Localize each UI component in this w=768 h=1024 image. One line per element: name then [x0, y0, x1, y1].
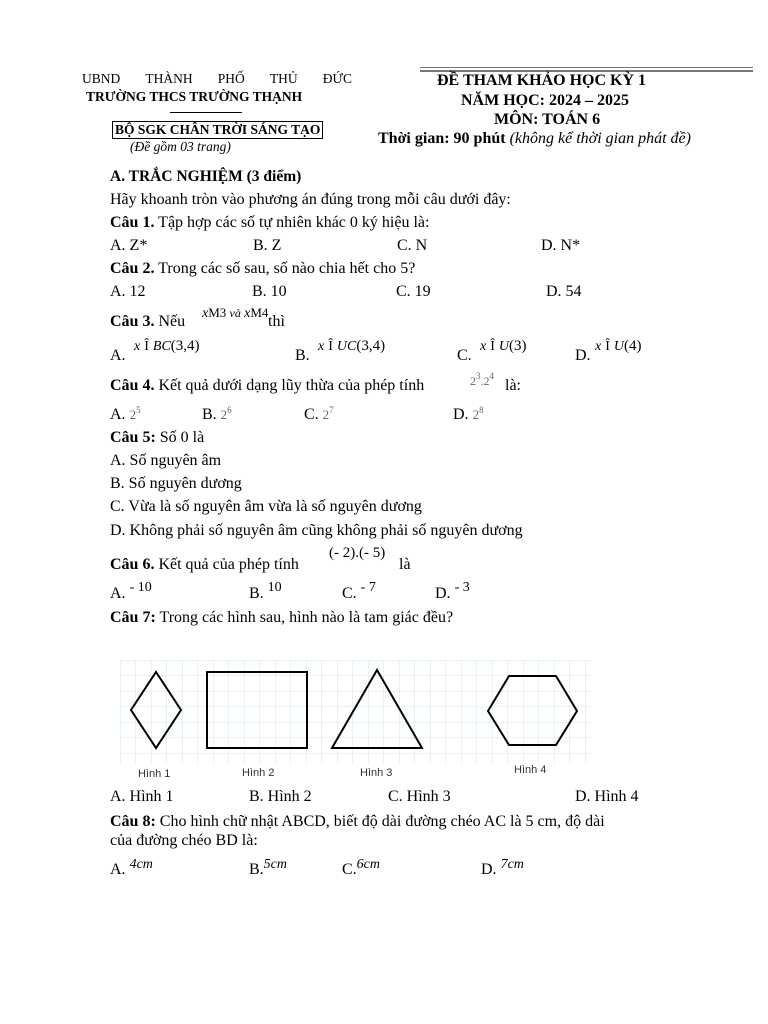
- q3-option-a-letter[interactable]: A.: [110, 347, 126, 364]
- math-base: 2: [470, 374, 476, 388]
- q7-option-a[interactable]: A. Hình 1: [110, 788, 174, 805]
- math-divisible: M3: [208, 305, 227, 320]
- q6-expression: (- 2).(- 5): [329, 545, 386, 561]
- question-text: Kết quả của phép tính: [158, 556, 299, 573]
- q1-option-c[interactable]: C. N: [397, 237, 428, 254]
- q3-option-b-expr[interactable]: [318, 337, 385, 355]
- math-element-of: Î: [328, 339, 333, 354]
- time-note: (không kể thời gian phát đề): [509, 130, 691, 147]
- exam-title: ĐỀ THAM KHẢO HỌC KỲ 1: [437, 72, 647, 89]
- math-exponent: 7: [329, 405, 334, 415]
- math-base: 2: [472, 407, 480, 422]
- question-5: [110, 429, 204, 447]
- time-line: [378, 130, 691, 148]
- question-text: Cho hình chữ nhật ABCD, biết độ dài đường chéo AC là 5 cm, độ dài: [159, 813, 605, 830]
- option-value: 5cm: [263, 857, 287, 872]
- q7-option-b[interactable]: B. Hình 2: [249, 788, 312, 805]
- math-set: U: [498, 339, 510, 354]
- q5-option-d[interactable]: D. Không phải số nguyên âm cũng không phải số nguyên dương: [110, 522, 523, 539]
- math-var: x: [202, 306, 209, 321]
- math-exponent: 8: [479, 405, 484, 415]
- q4-expression: [470, 371, 494, 389]
- q5-option-c[interactable]: C. Vừa là số nguyên âm vừa là số nguyên dương: [110, 498, 422, 515]
- question-7: [110, 609, 453, 627]
- question-text: Trong các hình sau, hình nào là tam giác đều?: [159, 609, 454, 626]
- question-label: Câu 3.: [110, 313, 155, 330]
- q6-option-a[interactable]: [110, 580, 152, 603]
- question-8-line2: của đường chéo BD là:: [110, 832, 258, 849]
- q2-option-c[interactable]: C. 19: [396, 283, 431, 300]
- math-element-of: Î: [490, 339, 495, 354]
- q2-option-a[interactable]: A. 12: [110, 283, 146, 300]
- option-value: 7cm: [500, 857, 524, 872]
- authority-line: [82, 71, 352, 87]
- math-base: 2: [129, 407, 137, 422]
- q8-option-a[interactable]: [110, 857, 153, 879]
- option-letter: D.: [435, 585, 451, 602]
- math-base: 2: [220, 407, 228, 422]
- subject: MÔN: TOÁN 6: [494, 111, 601, 128]
- option-value: - 3: [454, 580, 470, 595]
- authority-word: ĐỨC: [322, 71, 352, 86]
- math-base: 2: [322, 407, 330, 422]
- q7-option-d[interactable]: D. Hình 4: [575, 788, 639, 805]
- math-dot: .: [480, 374, 484, 388]
- school-name: TRƯỜNG THCS TRƯỜNG THẠNH: [86, 89, 303, 104]
- math-exponent: 5: [136, 405, 141, 415]
- question-label: Câu 6.: [110, 556, 155, 573]
- authority-word: UBND: [82, 71, 121, 86]
- q6-after: là: [399, 556, 411, 573]
- math-args: (3,4): [356, 338, 386, 354]
- math-divisible: M4: [250, 305, 269, 320]
- q4-option-d[interactable]: [453, 406, 484, 424]
- question-text: Kết quả dưới dạng lũy thừa của phép tính: [158, 377, 425, 394]
- question-label: Câu 2.: [110, 260, 155, 277]
- question-label: Câu 4.: [110, 377, 155, 394]
- section-a-title: A. TRẮC NGHIỆM (3 điểm): [110, 168, 302, 185]
- section-a-instruction: Hãy khoanh tròn vào phương án đúng trong mỗi câu dưới đây:: [110, 191, 511, 208]
- math-exponent: 3: [476, 371, 481, 381]
- school-underline: [170, 112, 242, 113]
- math-args: (3): [509, 338, 527, 354]
- option-letter: D.: [453, 406, 469, 423]
- question-label: Câu 5:: [110, 429, 156, 446]
- q4-option-c[interactable]: [304, 406, 334, 424]
- option-letter: C.: [304, 406, 319, 423]
- q4-option-a[interactable]: [110, 406, 141, 424]
- shapes-figure: [120, 660, 592, 782]
- option-letter: B.: [202, 406, 217, 423]
- question-text: Trong các số sau, số nào chia hết cho 5?: [158, 260, 416, 277]
- textbook-box: BỘ SGK CHÂN TRỜI SÁNG TẠO: [112, 121, 323, 139]
- q6-option-b[interactable]: [249, 580, 282, 603]
- math-set: BC: [152, 339, 171, 354]
- math-set: U: [613, 339, 625, 354]
- q6-option-d[interactable]: [435, 580, 470, 603]
- q7-option-c[interactable]: C. Hình 3: [388, 788, 451, 805]
- math-var: x: [318, 339, 325, 354]
- math-args: (4): [624, 338, 642, 354]
- question-8: [110, 813, 605, 831]
- option-letter: C.: [342, 585, 357, 602]
- q1-option-a[interactable]: A. Z*: [110, 237, 148, 254]
- q1-option-b[interactable]: B. Z: [253, 237, 282, 254]
- option-letter: A.: [110, 585, 126, 602]
- question-label: Câu 7:: [110, 609, 156, 626]
- math-set: UC: [336, 339, 357, 354]
- q2-option-d[interactable]: D. 54: [546, 283, 582, 300]
- school-year: NĂM HỌC: 2024 – 2025: [461, 92, 629, 109]
- question-4: [110, 377, 424, 395]
- page-count: (Đề gồm 03 trang): [130, 139, 231, 154]
- option-power: [473, 407, 484, 422]
- time-label: Thời gian: 90 phút: [378, 130, 506, 147]
- figure-label-3: Hình 3: [360, 767, 393, 779]
- q8-option-d[interactable]: [481, 857, 524, 879]
- math-and: và: [229, 306, 241, 320]
- q6-option-c[interactable]: [342, 580, 376, 603]
- q3-condition: [202, 305, 268, 322]
- header-rule: [420, 67, 753, 68]
- q3-option-d-letter[interactable]: D.: [575, 347, 591, 364]
- option-value: 4cm: [129, 857, 153, 872]
- option-value: - 7: [360, 580, 376, 595]
- question-text: Tập hợp các số tự nhiên khác 0 ký hiệu là:: [158, 214, 430, 231]
- math-var: x: [244, 306, 251, 321]
- question-label: Câu 1.: [110, 214, 155, 231]
- math-args: (3,4): [170, 338, 200, 354]
- math-exponent: 4: [489, 371, 494, 381]
- math-var: x: [480, 339, 487, 354]
- option-letter: B.: [249, 585, 264, 602]
- option-letter: A.: [110, 406, 126, 423]
- option-power: [130, 407, 141, 422]
- question-3: [110, 313, 185, 331]
- question-6: [110, 556, 299, 574]
- option-value: 6cm: [356, 857, 380, 872]
- option-power: [221, 407, 232, 422]
- authority-word: PHỐ: [217, 71, 245, 86]
- question-text: Nếu: [158, 313, 186, 330]
- q3-then: thì: [268, 313, 285, 330]
- q4-after: là:: [505, 377, 521, 394]
- question-label: Câu 8:: [110, 813, 156, 830]
- q5-option-b[interactable]: B. Số nguyên dương: [110, 475, 242, 492]
- option-power: [323, 407, 334, 422]
- q4-option-b[interactable]: [202, 406, 232, 424]
- question-text: Số 0 là: [159, 429, 205, 446]
- option-value: - 10: [129, 580, 152, 595]
- option-letter: B.: [249, 861, 264, 878]
- q8-option-c[interactable]: [342, 857, 380, 879]
- q5-option-a[interactable]: A. Số nguyên âm: [110, 452, 222, 469]
- authority-word: THÀNH: [145, 71, 193, 86]
- q2-option-b[interactable]: B. 10: [252, 283, 287, 300]
- math-exponent: 6: [227, 405, 232, 415]
- question-1: [110, 214, 429, 232]
- option-letter: D.: [481, 861, 497, 878]
- authority-word: THỦ: [269, 71, 298, 86]
- q3-option-d-expr[interactable]: [595, 337, 642, 355]
- figure-label-4: Hình 4: [514, 764, 547, 776]
- q3-option-c-letter[interactable]: C.: [457, 347, 472, 364]
- option-letter: C.: [342, 861, 357, 878]
- math-var: x: [595, 339, 602, 354]
- figure-label-2: Hình 2: [242, 767, 275, 779]
- figure-label-1: Hình 1: [138, 768, 171, 780]
- option-letter: A.: [110, 861, 126, 878]
- q3-option-c-expr[interactable]: [480, 337, 527, 355]
- q3-option-b-letter[interactable]: B.: [295, 347, 310, 364]
- math-base: 2: [483, 374, 490, 388]
- math-var: x: [134, 339, 141, 354]
- q8-option-b[interactable]: [249, 857, 287, 879]
- question-2: [110, 260, 415, 278]
- math-element-of: Î: [144, 339, 149, 354]
- option-value: 10: [267, 580, 282, 595]
- math-element-of: Î: [605, 339, 610, 354]
- q3-option-a-expr[interactable]: [134, 337, 200, 355]
- q1-option-d[interactable]: D. N*: [541, 237, 581, 254]
